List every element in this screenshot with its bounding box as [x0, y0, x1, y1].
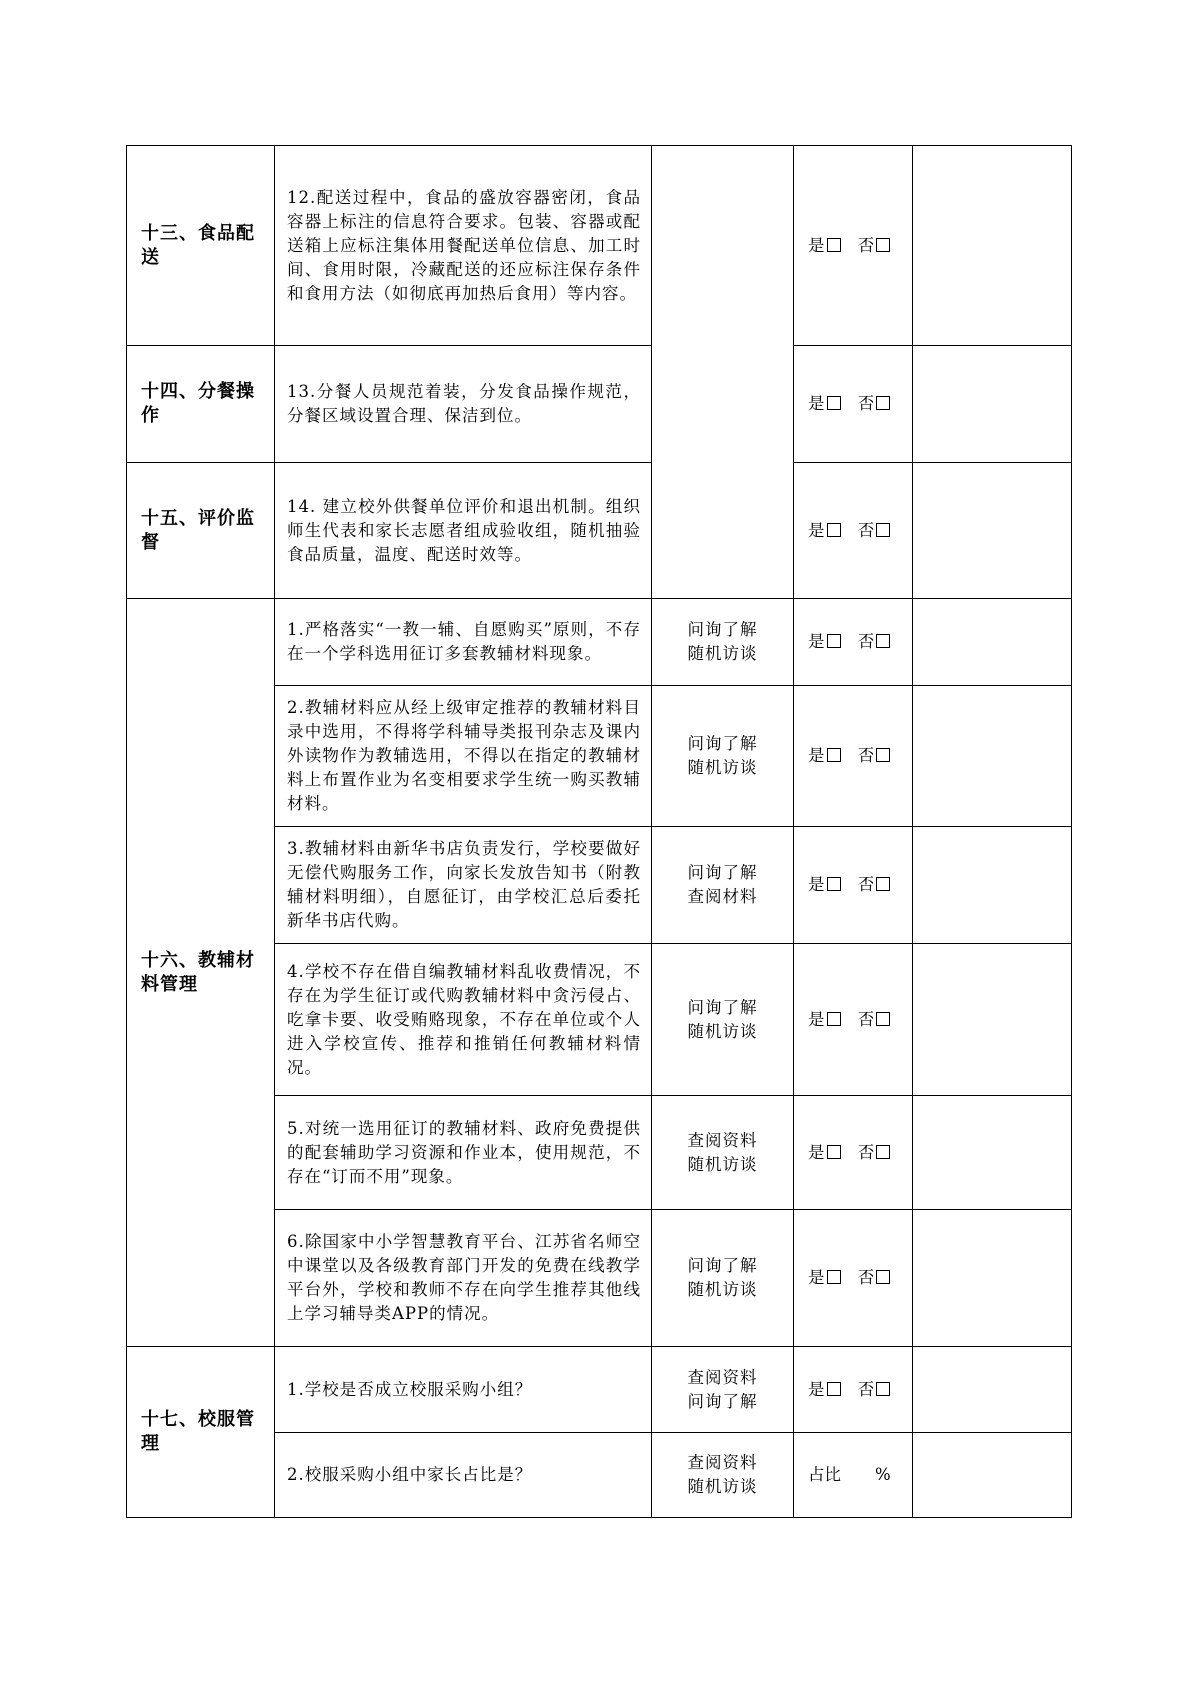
answer-cell — [794, 944, 913, 1096]
remark-cell[interactable] — [913, 1347, 1072, 1433]
no-checkbox[interactable] — [876, 877, 890, 891]
no-checkbox[interactable] — [876, 1145, 890, 1159]
answer-cell — [794, 346, 913, 463]
yes-option[interactable]: 是 — [808, 1141, 841, 1165]
yes-option[interactable]: 是 — [808, 392, 841, 416]
yes-checkbox[interactable] — [827, 877, 841, 891]
no-option[interactable]: 否 — [858, 519, 891, 543]
item-cell: 13.分餐人员规范着装，分发食品操作规范，分餐区域设置合理、保洁到位。 — [275, 346, 652, 463]
item-cell: 3.教辅材料由新华书店负责发行，学校要做好无偿代购服务工作，向家长发放告知书（附教辅材料明细），自愿征订，由学校汇总后委托新华书店代购。 — [275, 827, 652, 944]
yes-checkbox[interactable] — [827, 634, 841, 648]
ratio-unit: % — [875, 1465, 891, 1484]
yes-option[interactable]: 是 — [808, 630, 841, 654]
yes-checkbox[interactable] — [827, 523, 841, 537]
no-option[interactable]: 否 — [858, 1266, 891, 1290]
method-cell: 问询了解 随机访谈 — [652, 1210, 794, 1347]
yes-checkbox[interactable] — [827, 396, 841, 410]
yes-option[interactable]: 是 — [808, 1008, 841, 1032]
answer-cell — [794, 599, 913, 686]
remark-cell[interactable] — [913, 827, 1072, 944]
method-cell: 查阅资料 随机访谈 — [652, 1433, 794, 1518]
remark-cell[interactable] — [913, 1210, 1072, 1347]
no-checkbox[interactable] — [876, 1012, 890, 1026]
yes-checkbox[interactable] — [827, 1012, 841, 1026]
remark-cell[interactable] — [913, 346, 1072, 463]
category-cell: 十四、分餐操作 — [127, 346, 275, 463]
item-cell: 1.严格落实“一教一辅、自愿购买”原则，不存在一个学科选用征订多套教辅材料现象。 — [275, 599, 652, 686]
no-checkbox[interactable] — [876, 396, 890, 410]
yes-option[interactable]: 是 — [808, 873, 841, 897]
yes-checkbox[interactable] — [827, 1145, 841, 1159]
table-row — [127, 346, 1072, 463]
no-option[interactable]: 否 — [858, 1378, 891, 1402]
no-option[interactable]: 否 — [858, 630, 891, 654]
item-cell: 6.除国家中小学智慧教育平台、江苏省名师空中课堂以及各级教育部门开发的免费在线教学平台外，学校和教师不存在向学生推荐其他线上学习辅导类APP的情况。 — [275, 1210, 652, 1347]
remark-cell[interactable] — [913, 1433, 1072, 1518]
remark-cell[interactable] — [913, 463, 1072, 599]
no-option[interactable]: 否 — [858, 744, 891, 768]
yes-option[interactable]: 是 — [808, 744, 841, 768]
answer-cell — [794, 463, 913, 599]
category-cell: 十五、评价监督 — [127, 463, 275, 599]
remark-cell[interactable] — [913, 1096, 1072, 1210]
no-checkbox[interactable] — [876, 238, 890, 252]
yes-option[interactable]: 是 — [808, 234, 841, 258]
item-cell: 4.学校不存在借自编教辅材料乱收费情况，不存在为学生征订或代购教辅材料中贪污侵占、吃拿卡要、收受贿赂现象，不存在单位或个人进入学校宣传、推荐和推销任何教辅材料情况。 — [275, 944, 652, 1096]
yes-checkbox[interactable] — [827, 1382, 841, 1396]
method-cell: 问询了解 查阅材料 — [652, 827, 794, 944]
table-row — [127, 1347, 1072, 1433]
yes-option[interactable]: 是 — [808, 1378, 841, 1402]
table-row — [127, 463, 1072, 599]
category-cell: 十七、校服管理 — [127, 1347, 275, 1518]
answer-cell — [794, 1347, 913, 1433]
no-checkbox[interactable] — [876, 1382, 890, 1396]
table-row — [127, 599, 1072, 686]
answer-cell — [794, 686, 913, 827]
yes-checkbox[interactable] — [827, 748, 841, 762]
item-cell: 12.配送过程中，食品的盛放容器密闭，食品容器上标注的信息符合要求。包装、容器或配送箱上应标注集体用餐配送单位信息、加工时间、食用时限，冷藏配送的还应标注保存条件和食用方法（如彻底再加热后食用）等内容。 — [275, 146, 652, 346]
remark-cell[interactable] — [913, 944, 1072, 1096]
inspection-table — [126, 145, 1072, 1518]
no-checkbox[interactable] — [876, 523, 890, 537]
method-cell: 查阅资料 问询了解 — [652, 1347, 794, 1433]
no-option[interactable]: 否 — [858, 1008, 891, 1032]
ratio-label: 占比 — [808, 1465, 841, 1484]
no-option[interactable]: 否 — [858, 873, 891, 897]
method-cell: 查阅资料 随机访谈 — [652, 1096, 794, 1210]
item-cell: 2.教辅材料应从经上级审定推荐的教辅材料目录中选用，不得将学科辅导类报刊杂志及课内外读物作为教辅选用，不得以在指定的教辅材料上布置作业为名变相要求学生统一购买教辅材料。 — [275, 686, 652, 827]
method-cell-empty — [652, 146, 794, 599]
no-option[interactable]: 否 — [858, 392, 891, 416]
no-option[interactable]: 否 — [858, 1141, 891, 1165]
no-option[interactable]: 否 — [858, 234, 891, 258]
item-cell: 5.对统一选用征订的教辅材料、政府免费提供的配套辅助学习资源和作业本，使用规范，不存在“订而不用”现象。 — [275, 1096, 652, 1210]
method-cell: 问询了解 随机访谈 — [652, 599, 794, 686]
method-cell: 问询了解 随机访谈 — [652, 944, 794, 1096]
category-cell: 十六、教辅材料管理 — [127, 599, 275, 1347]
item-cell: 1.学校是否成立校服采购小组？ — [275, 1347, 652, 1433]
table-row — [127, 146, 1072, 346]
answer-cell — [794, 146, 913, 346]
item-cell: 2.校服采购小组中家长占比是？ — [275, 1433, 652, 1518]
method-cell: 问询了解 随机访谈 — [652, 686, 794, 827]
yes-checkbox[interactable] — [827, 1270, 841, 1284]
no-checkbox[interactable] — [876, 1270, 890, 1284]
answer-cell — [794, 827, 913, 944]
item-cell: 14. 建立校外供餐单位评价和退出机制。组织师生代表和家长志愿者组成验收组，随机抽验食品质量，温度、配送时效等。 — [275, 463, 652, 599]
yes-option[interactable]: 是 — [808, 1266, 841, 1290]
no-checkbox[interactable] — [876, 748, 890, 762]
yes-checkbox[interactable] — [827, 238, 841, 252]
remark-cell[interactable] — [913, 686, 1072, 827]
remark-cell[interactable] — [913, 599, 1072, 686]
remark-cell[interactable] — [913, 146, 1072, 346]
yes-option[interactable]: 是 — [808, 519, 841, 543]
answer-cell — [794, 1210, 913, 1347]
ratio-cell[interactable] — [794, 1433, 913, 1518]
no-checkbox[interactable] — [876, 634, 890, 648]
category-cell: 十三、食品配送 — [127, 146, 275, 346]
answer-cell — [794, 1096, 913, 1210]
